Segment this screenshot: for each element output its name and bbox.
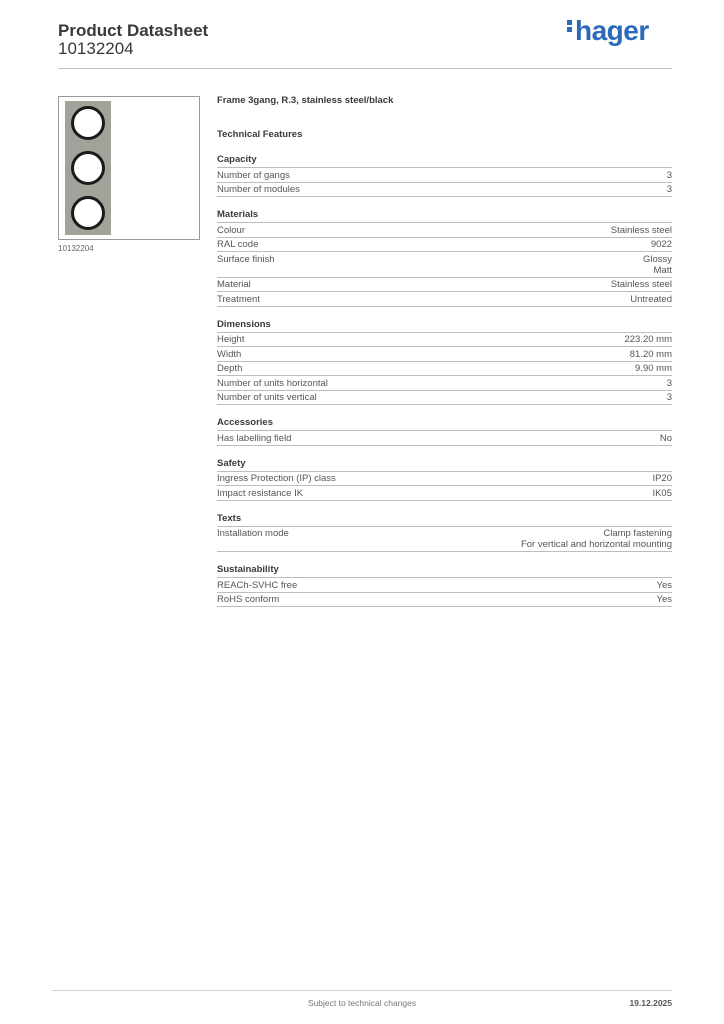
spec-label: Width <box>217 348 242 360</box>
section-title: Materials <box>217 209 672 223</box>
spec-value <box>667 392 672 403</box>
spec-label: Surface finish <box>217 253 275 265</box>
spec-value-line: IP20 <box>652 473 672 484</box>
spec-label: RoHS conform <box>217 594 280 605</box>
spec-label: Impact resistance IK <box>217 487 304 499</box>
spec-value-line: 3 <box>666 377 672 389</box>
header-divider <box>58 68 672 69</box>
datasheet-content <box>217 94 672 607</box>
spec-label: REACh-SVHC free <box>217 579 298 591</box>
spec-value <box>667 184 672 195</box>
gang-ring-3 <box>71 196 105 230</box>
spec-value <box>651 239 672 250</box>
section-title: Safety <box>217 458 672 472</box>
spec-label: Height <box>217 334 245 345</box>
spec-value-line: 3 <box>666 169 672 181</box>
spec-value <box>667 378 672 389</box>
section-texts <box>217 513 672 553</box>
spec-row <box>217 223 672 238</box>
spec-label: Depth <box>217 363 243 374</box>
section-materials <box>217 209 672 307</box>
section-capacity <box>217 154 672 197</box>
spec-value-line: Stainless steel <box>610 279 672 290</box>
spec-label: Installation mode <box>217 528 289 539</box>
footer-divider <box>52 990 672 991</box>
spec-label: Has labelling field <box>217 432 292 444</box>
spec-value-line: Yes <box>656 579 672 591</box>
spec-label: Number of units horizontal <box>217 377 328 389</box>
spec-value <box>624 334 672 345</box>
spec-value-line: Untreated <box>630 293 672 305</box>
spec-value <box>611 225 672 236</box>
spec-row <box>217 347 672 362</box>
spec-value <box>657 580 673 591</box>
spec-value <box>630 349 672 360</box>
spec-label: Number of gangs <box>217 169 290 181</box>
spec-value <box>652 473 672 484</box>
spec-row <box>217 376 672 391</box>
spec-value-line: 9022 <box>650 239 672 250</box>
spec-value-line: 3 <box>666 392 672 403</box>
brand-logo <box>567 15 649 47</box>
feature-sections <box>217 154 672 607</box>
spec-row <box>217 362 672 377</box>
spec-value-line: 81.20 mm <box>629 348 672 360</box>
spec-row <box>217 527 672 553</box>
spec-value <box>521 528 672 550</box>
product-title: Frame 3gang, R.3, stainless steel/black <box>217 95 394 106</box>
spec-label: Ingress Protection (IP) class <box>217 473 336 484</box>
section-title: Sustainability <box>217 564 672 578</box>
footer-note: Subject to technical changes <box>307 998 417 1008</box>
page-title: Product Datasheet <box>58 21 209 40</box>
image-caption: 10132204 <box>58 244 94 253</box>
section-safety <box>217 458 672 501</box>
spec-value <box>630 294 672 305</box>
spec-value-line: No <box>659 432 672 444</box>
spec-row <box>217 168 672 183</box>
technical-features-heading: Technical Features <box>217 129 303 140</box>
spec-value-line: Yes <box>656 594 672 605</box>
section-title: Dimensions <box>217 319 672 333</box>
spec-label: RAL code <box>217 239 259 250</box>
spec-value-line: Stainless steel <box>610 224 672 236</box>
spec-row <box>217 391 672 406</box>
section-dimensions <box>217 319 672 406</box>
gang-ring-2 <box>71 151 105 185</box>
spec-value <box>667 170 672 181</box>
product-code: 10132204 <box>58 39 134 58</box>
gang-ring-1 <box>71 106 105 140</box>
spec-row <box>217 183 672 198</box>
spec-value <box>657 594 673 605</box>
spec-label: Material <box>217 279 251 290</box>
spec-value <box>652 488 672 499</box>
spec-row <box>217 252 672 278</box>
spec-row <box>217 472 672 487</box>
spec-label: Colour <box>217 224 245 236</box>
spec-value-line: 223.20 mm <box>624 334 672 345</box>
spec-value-line: IK05 <box>652 487 672 499</box>
spec-value-line: 3 <box>666 184 672 195</box>
spec-row <box>217 593 672 608</box>
spec-label: Number of units vertical <box>217 392 317 403</box>
spec-row <box>217 292 672 307</box>
spec-row <box>217 238 672 253</box>
product-image <box>58 96 200 240</box>
spec-value-line: Clamp fastening <box>603 528 672 539</box>
spec-value-line: 9.90 mm <box>635 363 672 374</box>
spec-value <box>660 433 672 444</box>
spec-value-line: Matt <box>653 264 672 276</box>
spec-row <box>217 333 672 348</box>
footer-date: 19.12.2025 <box>629 998 672 1008</box>
spec-row <box>217 431 672 446</box>
section-title: Capacity <box>217 154 672 168</box>
spec-label: Number of modules <box>217 184 300 195</box>
spec-value-line: For vertical and horizontal mounting <box>520 539 672 550</box>
frame-illustration <box>65 101 111 235</box>
logo-text: hager <box>575 15 649 46</box>
spec-value <box>635 363 672 374</box>
section-title: Accessories <box>217 417 672 431</box>
spec-row <box>217 278 672 293</box>
section-sustainability <box>217 564 672 607</box>
spec-value <box>611 279 672 290</box>
spec-value-line: Glossy <box>642 253 672 265</box>
spec-label: Treatment <box>217 293 260 305</box>
spec-row <box>217 486 672 501</box>
section-accessories <box>217 417 672 446</box>
logo-dots-icon <box>567 18 573 34</box>
section-title: Texts <box>217 513 672 527</box>
spec-value <box>643 254 672 276</box>
spec-row <box>217 578 672 593</box>
